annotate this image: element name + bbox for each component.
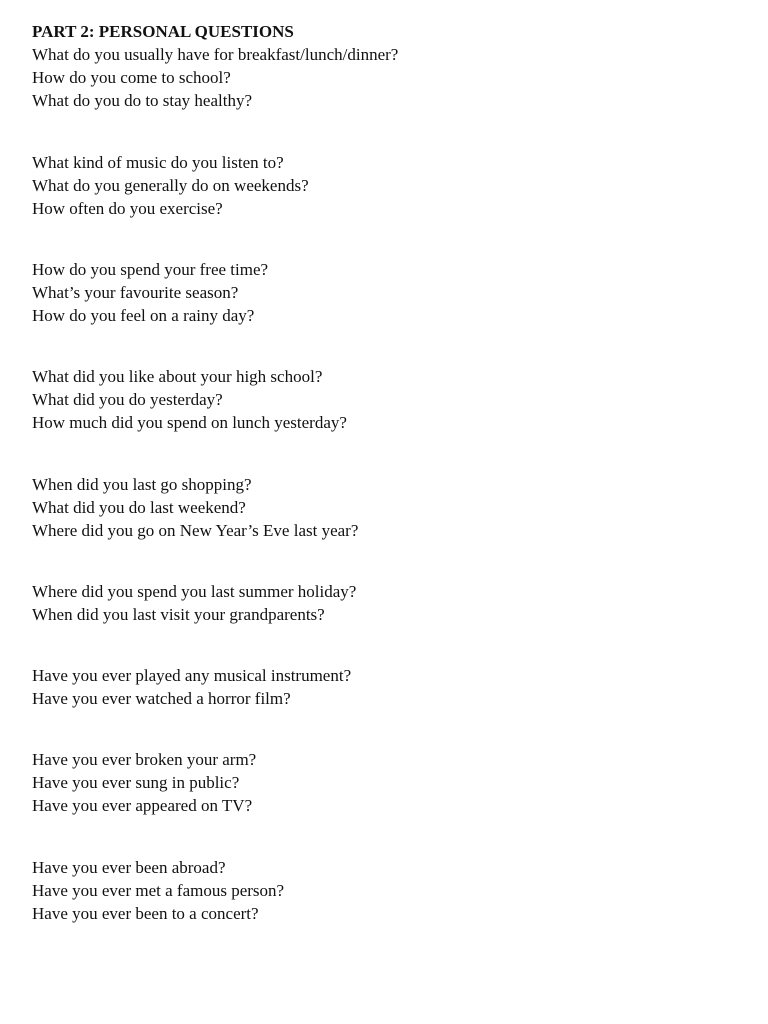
question-line: What do you usually have for breakfast/lunch/dinner? xyxy=(32,45,399,64)
question-line: What did you do yesterday? xyxy=(32,390,223,409)
section-heading: PART 2: PERSONAL QUESTIONS xyxy=(32,22,294,41)
question-line: What do you generally do on weekends? xyxy=(32,176,309,195)
question-line: What did you do last weekend? xyxy=(32,498,246,517)
question-line: Have you ever been abroad? xyxy=(32,858,226,877)
question-line: When did you last visit your grandparents? xyxy=(32,605,325,624)
question-line: Have you ever appeared on TV? xyxy=(32,796,253,815)
question-line: Have you ever met a famous person? xyxy=(32,881,285,900)
question-line: What do you do to stay healthy? xyxy=(32,91,253,110)
question-line: Have you ever played any musical instrument? xyxy=(32,666,352,685)
question-line: When did you last go shopping? xyxy=(32,475,252,494)
question-line: Have you ever broken your arm? xyxy=(32,750,257,769)
question-line: How often do you exercise? xyxy=(32,199,223,218)
question-line: Where did you spend you last summer holiday? xyxy=(32,582,357,601)
question-line: Have you ever been to a concert? xyxy=(32,904,259,923)
question-line: What did you like about your high school? xyxy=(32,367,323,386)
question-line: How do you feel on a rainy day? xyxy=(32,306,255,325)
question-line: Have you ever sung in public? xyxy=(32,773,240,792)
question-line: How do you spend your free time? xyxy=(32,260,269,279)
question-line: How do you come to school? xyxy=(32,68,231,87)
question-line: What’s your favourite season? xyxy=(32,283,239,302)
question-line: What kind of music do you listen to? xyxy=(32,153,284,172)
question-line: Where did you go on New Year’s Eve last year? xyxy=(32,521,359,540)
question-line: How much did you spend on lunch yesterday? xyxy=(32,413,347,432)
question-line: Have you ever watched a horror film? xyxy=(32,689,291,708)
